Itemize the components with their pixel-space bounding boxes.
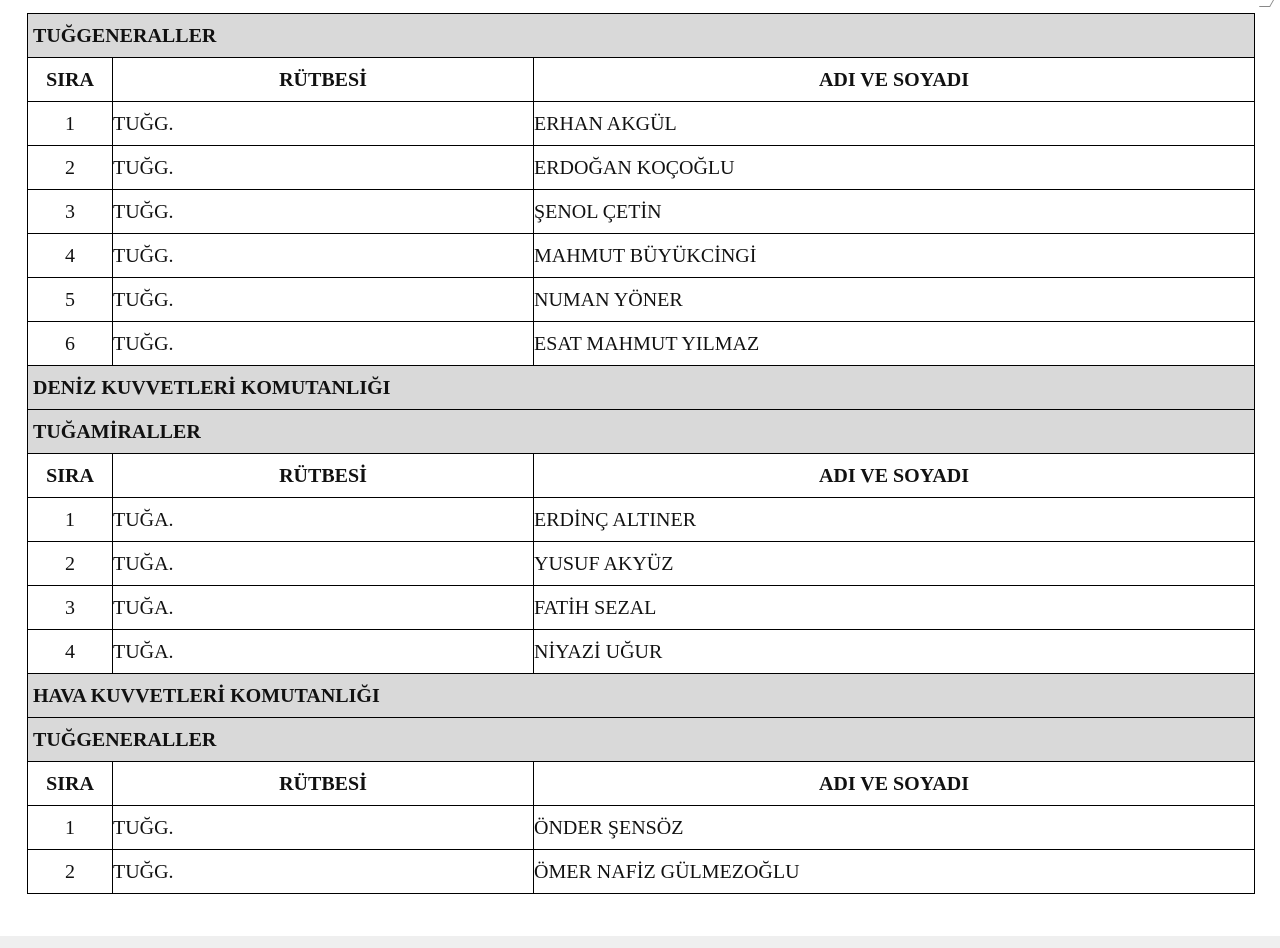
col-header-sira: SIRA (28, 762, 113, 806)
cell-sira: 2 (28, 850, 113, 894)
cell-sira: 3 (28, 586, 113, 630)
cell-ad-soyad: ÖNDER ŞENSÖZ (534, 806, 1255, 850)
cell-rutbe: TUĞA. (113, 630, 534, 674)
cell-ad-soyad: ERDİNÇ ALTINER (534, 498, 1255, 542)
cell-ad-soyad: NUMAN YÖNER (534, 278, 1255, 322)
cell-sira: 6 (28, 322, 113, 366)
page-corner-mark (1259, 0, 1274, 7)
command-heading-row (28, 674, 1255, 718)
column-header-row (28, 454, 1255, 498)
cell-sira: 2 (28, 542, 113, 586)
table-row (28, 234, 1255, 278)
cell-ad-soyad: ERHAN AKGÜL (534, 102, 1255, 146)
page-bottom-edge (0, 936, 1280, 948)
cell-sira: 4 (28, 630, 113, 674)
cell-sira: 5 (28, 278, 113, 322)
cell-rutbe: TUĞG. (113, 234, 534, 278)
cell-rutbe: TUĞA. (113, 586, 534, 630)
cell-sira: 3 (28, 190, 113, 234)
table-row (28, 850, 1255, 894)
table-row (28, 498, 1255, 542)
cell-ad-soyad: ERDOĞAN KOÇOĞLU (534, 146, 1255, 190)
col-header-adi-soyadi: ADI VE SOYADI (534, 762, 1255, 806)
table-row (28, 630, 1255, 674)
cell-rutbe: TUĞG. (113, 278, 534, 322)
cell-rutbe: TUĞG. (113, 102, 534, 146)
command-heading-row (28, 366, 1255, 410)
section-heading-row (28, 410, 1255, 454)
command-heading: HAVA KUVVETLERİ KOMUTANLIĞI (28, 674, 1255, 718)
cell-sira: 2 (28, 146, 113, 190)
cell-rutbe: TUĞG. (113, 850, 534, 894)
cell-rutbe: TUĞA. (113, 498, 534, 542)
table-row (28, 146, 1255, 190)
section-heading-row (28, 718, 1255, 762)
cell-ad-soyad: YUSUF AKYÜZ (534, 542, 1255, 586)
col-header-rutbesi: RÜTBESİ (113, 58, 534, 102)
section-heading: TUĞGENERALLER (28, 14, 1255, 58)
table-row (28, 102, 1255, 146)
col-header-rutbesi: RÜTBESİ (113, 762, 534, 806)
col-header-sira: SIRA (28, 454, 113, 498)
cell-ad-soyad: NİYAZİ UĞUR (534, 630, 1255, 674)
section-heading: TUĞGENERALLER (28, 718, 1255, 762)
table-row (28, 806, 1255, 850)
col-header-adi-soyadi: ADI VE SOYADI (534, 454, 1255, 498)
section-heading-row (28, 14, 1255, 58)
col-header-sira: SIRA (28, 58, 113, 102)
cell-rutbe: TUĞG. (113, 322, 534, 366)
table-row (28, 586, 1255, 630)
cell-sira: 1 (28, 102, 113, 146)
cell-sira: 1 (28, 806, 113, 850)
cell-ad-soyad: ÖMER NAFİZ GÜLMEZOĞLU (534, 850, 1255, 894)
cell-rutbe: TUĞG. (113, 190, 534, 234)
col-header-rutbesi: RÜTBESİ (113, 454, 534, 498)
table-row (28, 190, 1255, 234)
table-row (28, 278, 1255, 322)
col-header-adi-soyadi: ADI VE SOYADI (534, 58, 1255, 102)
table-row (28, 322, 1255, 366)
table-row (28, 542, 1255, 586)
column-header-row (28, 58, 1255, 102)
cell-ad-soyad: ESAT MAHMUT YILMAZ (534, 322, 1255, 366)
cell-sira: 1 (28, 498, 113, 542)
cell-sira: 4 (28, 234, 113, 278)
column-header-row (28, 762, 1255, 806)
section-heading: TUĞAMİRALLER (28, 410, 1255, 454)
promotion-list-table (27, 13, 1255, 894)
cell-ad-soyad: FATİH SEZAL (534, 586, 1255, 630)
cell-rutbe: TUĞA. (113, 542, 534, 586)
command-heading: DENİZ KUVVETLERİ KOMUTANLIĞI (28, 366, 1255, 410)
cell-ad-soyad: ŞENOL ÇETİN (534, 190, 1255, 234)
cell-rutbe: TUĞG. (113, 146, 534, 190)
cell-rutbe: TUĞG. (113, 806, 534, 850)
cell-ad-soyad: MAHMUT BÜYÜKCİNGİ (534, 234, 1255, 278)
